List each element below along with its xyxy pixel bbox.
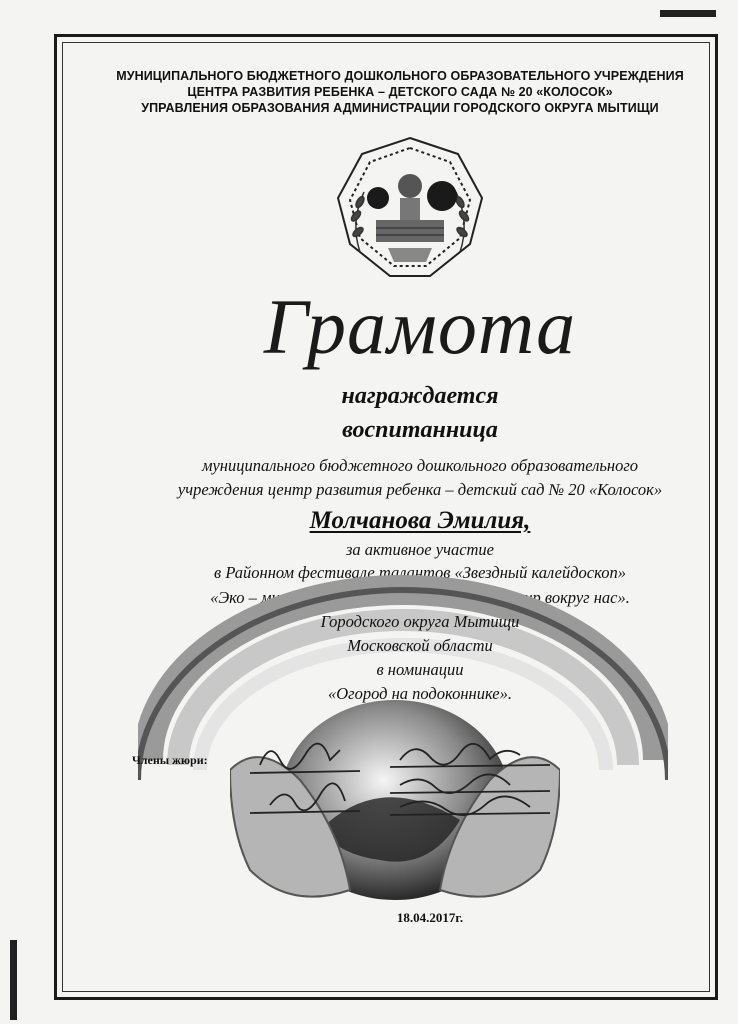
header-line-3: УПРАВЛЕНИЯ ОБРАЗОВАНИЯ АДМИНИСТРАЦИИ ГОРОДСКОГО ОКРУГА МЫТИЩИ	[141, 101, 659, 115]
recipient-role: воспитанница	[342, 417, 498, 443]
reason-line-6: в номинации	[376, 660, 464, 679]
reason-line-3: «Эко – мир планеты земля. Удивительный мир вокруг нас».	[210, 588, 630, 607]
certificate-title: Грамота	[263, 283, 577, 370]
institution-line-1: муниципального бюджетного дошкольного образовательного	[201, 456, 639, 475]
jury-signatures	[250, 735, 570, 835]
reason-line-1: за активное участие	[345, 540, 495, 559]
reason-line-7: «Огород на подоконнике».	[327, 684, 512, 703]
awarded-text: награждается	[341, 383, 499, 409]
certificate-date: 18.04.2017г.	[396, 910, 464, 925]
institution-line-2: учреждения центр развития ребенка – детский сад № 20 «Колосок»	[177, 480, 663, 499]
reason-line-4: Городского округа Мытищи	[320, 612, 520, 631]
kindergarten-emblem-icon	[330, 132, 490, 284]
reason-line-2: в Районном фестивале талантов «Звездный калейдоскоп»	[214, 563, 626, 582]
recipient-name: Молчанова Эмилия,	[309, 507, 531, 534]
jury-signature-label: Члены жюри:	[132, 753, 208, 767]
scan-mark-left	[10, 940, 17, 1020]
header-line-1: МУНИЦИПАЛЬНОГО БЮДЖЕТНОГО ДОШКОЛЬНОГО ОБРАЗОВАТЕЛЬНОГО УЧРЕЖДЕНИЯ	[116, 69, 684, 83]
reason-line-5: Московской области	[347, 636, 493, 655]
scan-mark-top-right	[660, 10, 716, 17]
header-line-2: ЦЕНТРА РАЗВИТИЯ РЕБЕНКА – ДЕТСКОГО САДА № 20 «КОЛОСОК»	[187, 85, 613, 99]
